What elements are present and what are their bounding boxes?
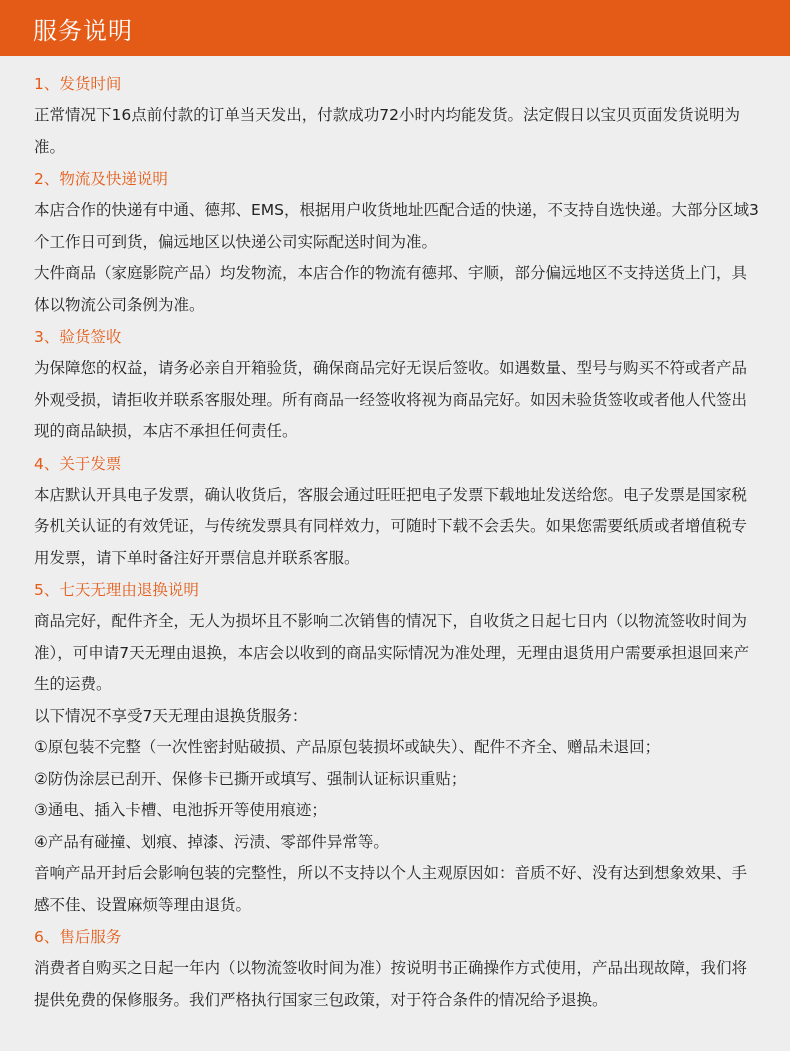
section: [34, 68, 760, 163]
section-title: 6、售后服务: [34, 928, 122, 946]
section-paragraph: ①原包装不完整（一次性密封贴破损、产品原包装损坏或缺失）、配件不齐全、赠品未退回；: [34, 738, 661, 756]
section-paragraph: 正常情况下16点前付款的订单当天发出，付款成功72小时内均能发货。法定假日以宝贝页面发货说明为准。: [34, 106, 740, 156]
section-title: 5、七天无理由退换说明: [34, 581, 199, 599]
section-paragraph: 商品完好，配件齐全，无人为损坏且不影响二次销售的情况下，自收货之日起七日内（以物流签收时间为准），可申请7天无理由退换，本店会以收到的商品实际情况为准处理，无理由退货用户需要承担退回来产生的运费。: [34, 612, 750, 693]
section-paragraph: 大件商品（家庭影院产品）均发物流，本店合作的物流有德邦、宇顺，部分偏远地区不支持送货上门，具体以物流公司条例为准。: [34, 264, 748, 314]
section-title: 4、关于发票: [34, 454, 122, 473]
section-paragraph: ③通电、插入卡槽、电池拆开等使用痕迹；: [34, 801, 327, 819]
section-title: 2、物流及快递说明: [34, 170, 168, 188]
section-title: 1、发货时间: [34, 75, 122, 93]
section-paragraph: 音响产品开封后会影响包装的完整性，所以不支持以个人主观原因如：音质不好、没有达到想象效果、手感不佳、设置麻烦等理由退货。: [34, 864, 748, 914]
section: [34, 574, 760, 921]
section-paragraph: 本店合作的快递有中通、德邦、EMS，根据用户收货地址匹配合适的快递，不支持自选快递。大部分区域3个工作日可到货，偏远地区以快递公司实际配送时间为准。: [34, 201, 759, 251]
section-paragraph: ④产品有碰撞、划痕、掉漆、污渍、零部件异常等。: [34, 832, 389, 851]
section: [34, 163, 760, 321]
section-paragraph: 以下情况不享受7天无理由退换货服务：: [34, 706, 308, 725]
section-paragraph: ②防伪涂层已刮开、保修卡已撕开或填写、强制认证标识重贴；: [34, 769, 467, 788]
section-paragraph: 为保障您的权益，请务必亲自开箱验货，确保商品完好无误后签收。如遇数量、型号与购买不符或者产品外观受损，请拒收并联系客服处理。所有商品一经签收将视为商品完好。如因未验货签收或者他人代签出现的商品缺损，本店不承担任何责任。: [34, 359, 748, 440]
section-paragraph: 消费者自购买之日起一年内（以物流签收时间为准）按说明书正确操作方式使用，产品出现故障，我们将提供免费的保修服务。我们严格执行国家三包政策，对于符合条件的情况给予退换。: [34, 959, 748, 1009]
service-content: [0, 56, 790, 1016]
page-title: 服务说明: [33, 16, 133, 45]
section: [34, 921, 760, 1016]
section: [34, 448, 760, 575]
header-bar: [0, 0, 790, 56]
section-title: 3、验货签收: [34, 328, 122, 346]
section-paragraph: 本店默认开具电子发票，确认收货后，客服会通过旺旺把电子发票下载地址发送给您。电子发票是国家税务机关认证的有效凭证，与传统发票具有同样效力，可随时下载不会丢失。如果您需要纸质或者增值税专用发票，请下单时备注好开票信息并联系客服。: [34, 485, 748, 567]
section: [34, 321, 760, 448]
